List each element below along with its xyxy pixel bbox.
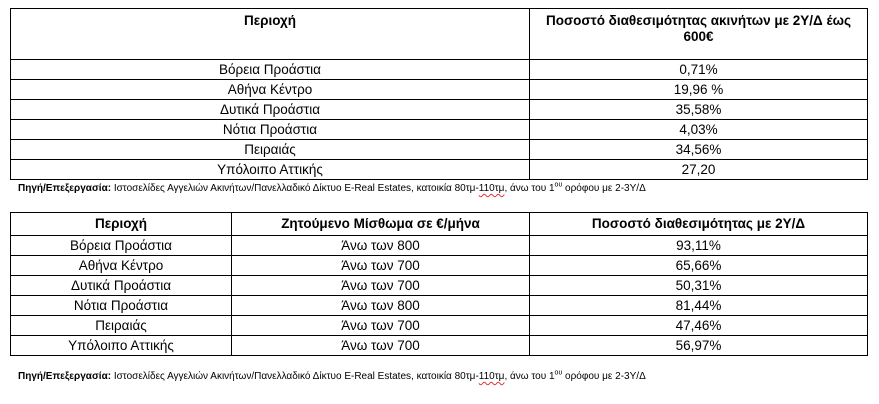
- source-text: ορόφου με 2-3Υ/Δ: [562, 183, 646, 194]
- cell-area: Νότια Προάστια: [11, 120, 530, 140]
- source-label: Πηγή/Επεξεργασία:: [18, 183, 112, 194]
- table-row: [11, 316, 868, 336]
- table-header-row: [11, 213, 868, 236]
- cell-area: Πειραιάς: [11, 316, 232, 336]
- table-row: [11, 236, 868, 256]
- cell-availability: 27,20: [530, 160, 868, 180]
- column-header-rent: Ζητούμενο Μίσθωμα σε €/μήνα: [232, 213, 530, 236]
- cell-rent: Άνω των 700: [232, 316, 530, 336]
- source-superscript: ου: [554, 181, 563, 189]
- table-row: [11, 100, 868, 120]
- cell-rent: Άνω των 700: [232, 276, 530, 296]
- cell-area: Δυτικά Προάστια: [11, 276, 232, 296]
- availability-table-under-600: [10, 8, 868, 180]
- cell-area: Υπόλοιπο Αττικής: [11, 160, 530, 180]
- cell-availability: 34,56%: [530, 140, 868, 160]
- cell-area: Αθήνα Κέντρο: [11, 256, 232, 276]
- cell-area: Νότια Προάστια: [11, 296, 232, 316]
- source-text: , άνω του 1: [504, 183, 555, 194]
- column-header-area: Περιοχή: [11, 9, 530, 60]
- cell-area: Υπόλοιπο Αττικής: [11, 336, 232, 356]
- table-row: [11, 296, 868, 316]
- cell-availability: 50,31%: [530, 276, 868, 296]
- table-row: [11, 120, 868, 140]
- column-header-availability: Ποσοστό διαθεσιμότητας με 2Υ/Δ: [530, 213, 868, 236]
- cell-area: Βόρεια Προάστια: [11, 236, 232, 256]
- cell-availability: 19,96 %: [530, 80, 868, 100]
- rent-availability-table: [10, 212, 868, 356]
- table-row: [11, 60, 868, 80]
- cell-rent: Άνω των 800: [232, 296, 530, 316]
- table-row: [11, 276, 868, 296]
- column-header-area: Περιοχή: [11, 213, 232, 236]
- cell-rent: Άνω των 700: [232, 336, 530, 356]
- cell-availability: 4,03%: [530, 120, 868, 140]
- source-text: Ιστοσελίδες Αγγελιών Ακινήτων/Πανελλαδικό Δίκτυο E-Real Estates, κατοικία 80τμ-: [111, 371, 479, 382]
- cell-area: Αθήνα Κέντρο: [11, 80, 530, 100]
- cell-availability: 65,66%: [530, 256, 868, 276]
- source-text: , άνω του 1: [504, 371, 555, 382]
- cell-area: Δυτικά Προάστια: [11, 100, 530, 120]
- cell-area: Βόρεια Προάστια: [11, 60, 530, 80]
- cell-area: Πειραιάς: [11, 140, 530, 160]
- source-text: ορόφου με 2-3Υ/Δ: [562, 371, 646, 382]
- cell-availability: 47,46%: [530, 316, 868, 336]
- cell-availability: 0,71%: [530, 60, 868, 80]
- source-text-underlined: 110τμ: [478, 371, 505, 382]
- table-header-row: [11, 9, 868, 60]
- table-row: [11, 336, 868, 356]
- source-text-underlined: 110τμ: [478, 183, 505, 194]
- source-label: Πηγή/Επεξεργασία:: [18, 371, 112, 382]
- cell-availability: 56,97%: [530, 336, 868, 356]
- table-row: [11, 140, 868, 160]
- source-note: [18, 371, 646, 382]
- table-row: [11, 256, 868, 276]
- table-row: [11, 160, 868, 180]
- column-header-availability: Ποσοστό διαθεσιμότητας ακινήτων με 2Υ/Δ έως 600€: [530, 9, 868, 60]
- source-text: Ιστοσελίδες Αγγελιών Ακινήτων/Πανελλαδικό Δίκτυο E-Real Estates, κατοικία 80τμ-: [111, 183, 479, 194]
- cell-availability: 35,58%: [530, 100, 868, 120]
- table-row: [11, 80, 868, 100]
- cell-rent: Άνω των 800: [232, 236, 530, 256]
- cell-rent: Άνω των 700: [232, 256, 530, 276]
- source-note: [18, 183, 646, 194]
- cell-availability: 93,11%: [530, 236, 868, 256]
- source-superscript: ου: [554, 369, 563, 377]
- cell-availability: 81,44%: [530, 296, 868, 316]
